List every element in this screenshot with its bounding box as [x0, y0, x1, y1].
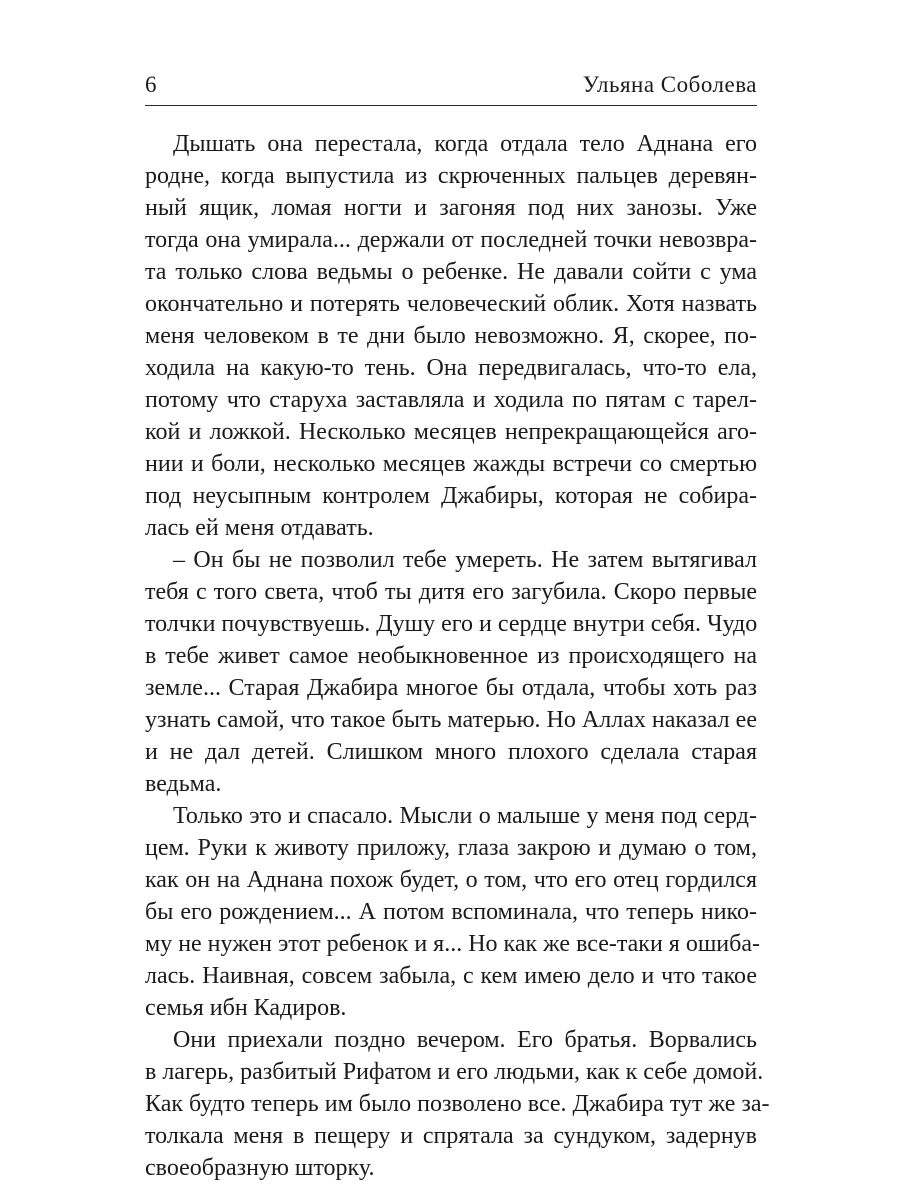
text-line: Как будто теперь им было позволено все. Джабира тут же за- [145, 1091, 770, 1117]
text-line: в тебе живет самое необыкновенное из происходящего на [145, 643, 757, 669]
text-line: узнать самой, что такое быть матерью. Но Аллах наказал ее [145, 707, 757, 733]
text-line: му не нужен этот ребенок и я... Но как же все-таки я ошиба- [145, 931, 760, 957]
text-line: Они приехали поздно вечером. Его братья. Ворвались [173, 1027, 757, 1053]
text-line: родне, когда выпустила из скрюченных пальцев деревян- [145, 163, 757, 189]
text-line: лась ей меня отдавать. [145, 515, 374, 541]
text-line: под неусыпным контролем Джабиры, которая не собира- [145, 483, 757, 509]
page-number: 6 [145, 72, 157, 97]
text-line: лась. Наивная, совсем забыла, с кем имею дело и что такое [145, 963, 757, 989]
text-line: – Он бы не позволил тебе умереть. Не затем вытягивал [173, 547, 757, 573]
text-line: окончательно и потерять человеческий облик. Хотя назвать [145, 291, 757, 317]
author-name: Ульяна Соболева [582, 72, 757, 97]
text-line: та только слова ведьмы о ребенке. Не давали сойти с ума [145, 259, 757, 285]
text-line: бы его рождением... А потом вспоминала, что теперь нико- [145, 899, 757, 925]
running-header [145, 66, 757, 102]
text-line: Дышать она перестала, когда отдала тело Аднана его [173, 131, 757, 157]
text-line: кой и ложкой. Несколько месяцев непрекращающейся аго- [145, 419, 757, 445]
text-line: нии и боли, несколько месяцев жажды встречи со смертью [145, 451, 757, 477]
text-line: ведьма. [145, 771, 222, 797]
body-text [145, 128, 770, 1184]
text-line: толкала меня в пещеру и спрятала за сундуком, задернув [145, 1123, 757, 1149]
text-line: своеобразную шторку. [145, 1155, 375, 1181]
text-line: ный ящик, ломая ногти и загоняя под них занозы. Уже [145, 195, 757, 221]
text-line: цем. Руки к животу приложу, глаза закрою и думаю о том, [145, 835, 757, 861]
header-divider [145, 105, 757, 106]
text-line: семья ибн Кадиров. [145, 995, 347, 1021]
text-line: меня человеком в те дни было невозможно. Я, скорее, по- [145, 323, 757, 349]
text-line: тебя с того света, чтоб ты дитя его загубила. Скоро первые [145, 579, 757, 605]
text-line: Только это и спасало. Мысли о малыше у меня под серд- [173, 803, 757, 829]
text-line: тогда она умирала... держали от последней точки невозвра- [145, 227, 757, 253]
text-line: в лагерь, разбитый Рифатом и его людьми, как к себе домой. [145, 1059, 764, 1085]
text-line: как он на Аднана похож будет, о том, что его отец гордился [145, 867, 757, 893]
text-line: земле... Старая Джабира многое бы отдала, чтобы хоть раз [145, 675, 757, 701]
text-line: потому что старуха заставляла и ходила по пятам с тарел- [145, 387, 757, 413]
text-line: и не дал детей. Слишком много плохого сделала старая [145, 739, 757, 765]
text-line: толчки почувствуешь. Душу его и сердце внутри себя. Чудо [145, 611, 758, 637]
text-line: ходила на какую-то тень. Она передвигалась, что-то ела, [145, 355, 757, 381]
